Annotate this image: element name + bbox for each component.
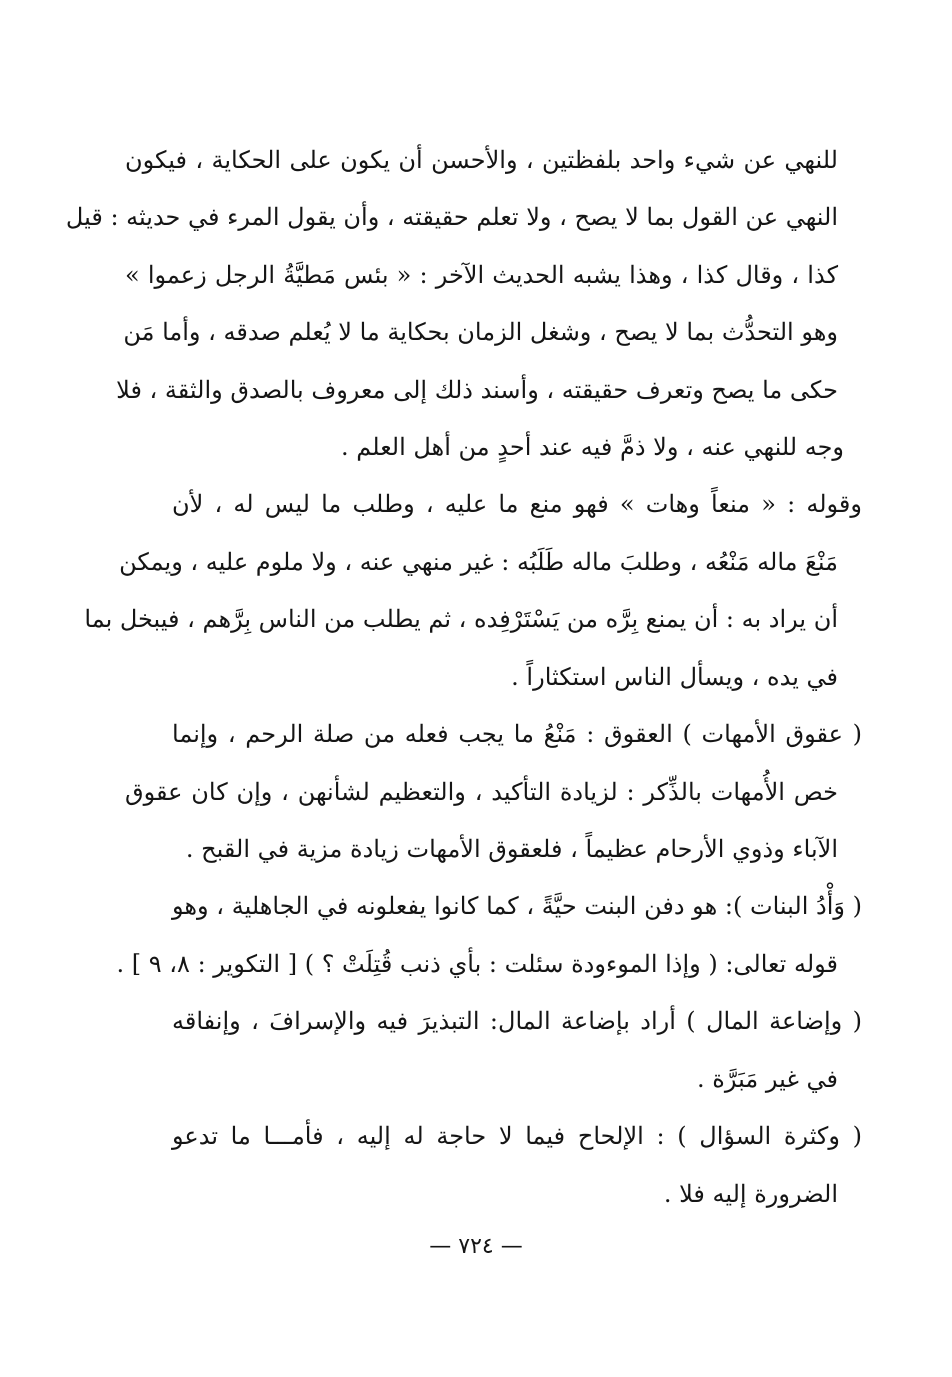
- text-line: ( وكثرة السؤال ) : الإلحاح فيما لا حاجة له إليه ، فأمـــا ما تدعو: [172, 1122, 862, 1150]
- text-line: وهو التحدُّث بما لا يصح ، وشغل الزمان بحكاية ما لا يُعلم صدقه ، وأما مَن: [123, 318, 838, 346]
- text-line: النهي عن القول بما لا يصح ، ولا تعلم حقيقته ، وأن يقول المرء في حديثه : قيل: [65, 203, 838, 231]
- page-number: — ٧٢٤ —: [429, 1234, 523, 1259]
- text-line: حكى ما يصح وتعرف حقيقته ، وأسند ذلك إلى معروف بالصدق والثقة ، فلا: [116, 376, 838, 404]
- text-line: وقوله : « منعاً وهات » فهو منع ما عليه ، وطلب ما ليس له ، لأن: [172, 490, 862, 518]
- text-line: خص الأُمهات بالذِّكر : لزيادة التأكيد ، والتعظيم لشأنهن ، وإن كان عقوق: [125, 778, 838, 806]
- text-line: ( وَأْدُ البنات ): هو دفن البنت حيَّةً ، كما كانوا يفعلونه في الجاهلية ، وهو: [172, 892, 862, 920]
- text-line: ( وإضاعة المال ) أراد بإضاعة المال: التبذيرَ فيه والإسرافَ ، وإنفاقه: [172, 1007, 862, 1035]
- text-line: وجه للنهي عنه ، ولا ذمَّ فيه عند أحدٍ من أهل العلم .: [341, 433, 844, 461]
- text-line: قوله تعالى: ( وإذا الموءودة سئلت : بأي ذنب قُتِلَتْ ؟ ) [ التكوير : ٨، ٩ ] .: [116, 950, 838, 978]
- text-line: الآباء وذوي الأرحام عظيماً ، فلعقوق الأمهات زيادة مزية في القبح .: [185, 835, 838, 863]
- text-line: مَنْعَ ماله مَنْعُه ، وطلبَ ماله طَلَبُه : غير منهي عنه ، ولا ملوم عليه ، ويمكن: [119, 548, 838, 576]
- text-line: في غير مَبَرَّة .: [697, 1065, 838, 1093]
- text-line: الضرورة إليه فلا .: [663, 1180, 838, 1208]
- text-line: كذا ، وقال كذا ، وهذا يشبه الحديث الآخر : « بئس مَطيَّةُ الرجل زعموا »: [125, 261, 838, 289]
- text-line: أن يراد به : أن يمنع بِرَّه من يَسْتَرْفِده ، ثم يطلب من الناس بِرَّهم ، فيبخل بما: [84, 605, 838, 633]
- text-line: ( عقوق الأمهات ) العقوق : مَنْعُ ما يجب فعله من صلة الرحم ، وإنما: [172, 720, 862, 748]
- text-line: للنهي عن شيء واحد بلفظتين ، والأحسن أن يكون على الحكاية ، فيكون: [125, 146, 838, 174]
- text-line: في يده ، ويسأل الناس استكثاراً .: [511, 663, 838, 691]
